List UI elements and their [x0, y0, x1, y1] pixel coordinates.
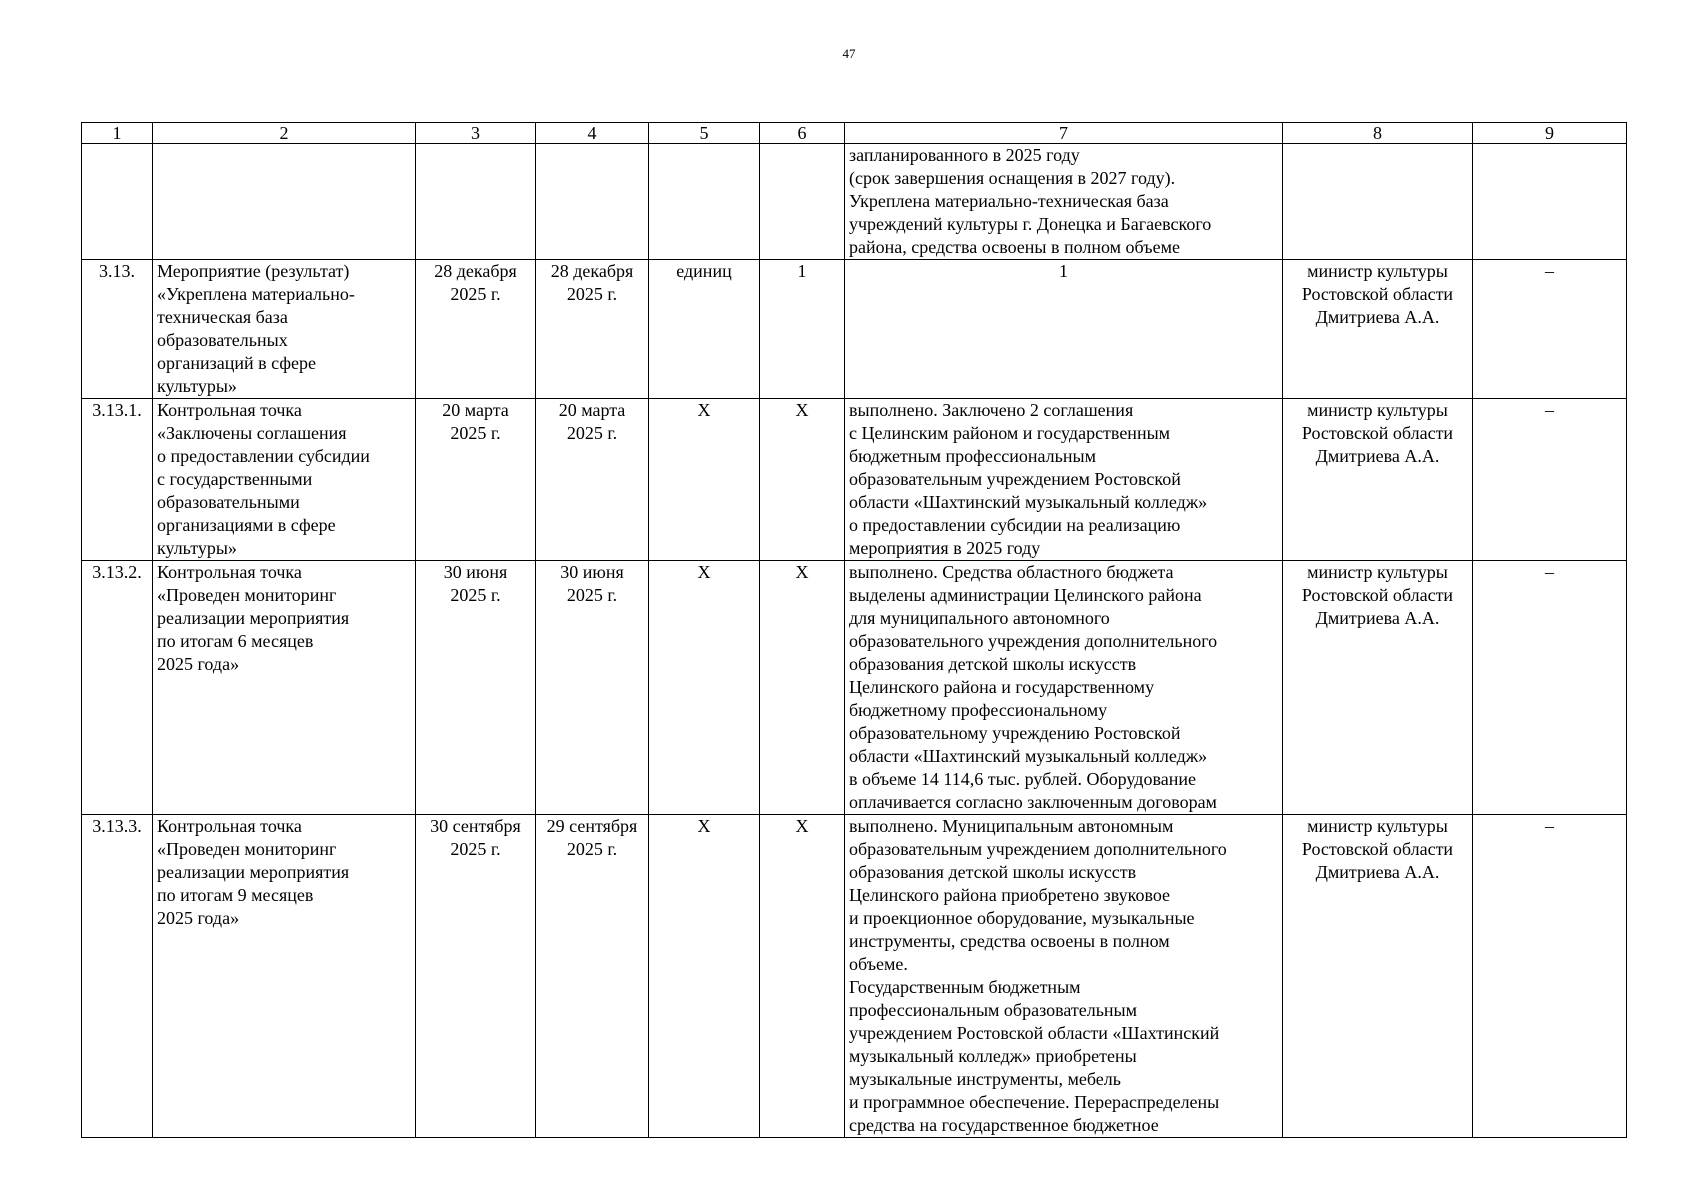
- row-actual-date: 30 июня 2025 г.: [536, 561, 649, 815]
- header-cell: 7: [845, 123, 1283, 144]
- row-actual-date: 29 сентября 2025 г.: [536, 815, 649, 1138]
- row-number: 3.13.2.: [82, 561, 153, 815]
- row-responsible: министр культуры Ростовской области Дмитриева А.А.: [1283, 561, 1473, 815]
- row-actual-date: 28 декабря 2025 г.: [536, 260, 649, 399]
- row-number: 3.13.1.: [82, 399, 153, 561]
- table-row: [82, 815, 1627, 1138]
- row-status: выполнено. Заключено 2 соглашения с Целинским районом и государственным бюджетным профессиональным образовательным учреждением Ростовской области «Шахтинский музыкальный колледж» о предоставлении субсидии на реализацию мероприятия в 2025 году: [845, 399, 1283, 561]
- row-unit: Х: [649, 399, 760, 561]
- row-unit: [649, 144, 760, 260]
- row-value: Х: [760, 561, 845, 815]
- row-responsible: министр культуры Ростовской области Дмитриева А.А.: [1283, 399, 1473, 561]
- row-note: –: [1473, 399, 1627, 561]
- report-table: [81, 122, 1627, 1138]
- row-status: запланированного в 2025 году (срок завершения оснащения в 2027 году). Укреплена материально-техническая база учреждений культуры г. Донецка и Багаевского района, средства освоены в полном объеме: [845, 144, 1283, 260]
- row-planned-date: 30 сентября 2025 г.: [416, 815, 536, 1138]
- table-row: [82, 561, 1627, 815]
- header-cell: 2: [153, 123, 416, 144]
- row-note: –: [1473, 561, 1627, 815]
- row-responsible: [1283, 144, 1473, 260]
- header-cell: 5: [649, 123, 760, 144]
- header-cell: 6: [760, 123, 845, 144]
- row-value: Х: [760, 399, 845, 561]
- row-note: [1473, 144, 1627, 260]
- row-name: [153, 144, 416, 260]
- table-row: [82, 144, 1627, 260]
- row-planned-date: 28 декабря 2025 г.: [416, 260, 536, 399]
- row-name: Контрольная точка «Заключены соглашения о предоставлении субсидии с государственными образовательными организациями в сфере культуры»: [153, 399, 416, 561]
- row-planned-date: [416, 144, 536, 260]
- row-responsible: министр культуры Ростовской области Дмитриева А.А.: [1283, 260, 1473, 399]
- header-cell: 9: [1473, 123, 1627, 144]
- row-responsible: министр культуры Ростовской области Дмитриева А.А.: [1283, 815, 1473, 1138]
- row-status: выполнено. Муниципальным автономным образовательным учреждением дополнительного образования детской школы искусств Целинского района приобретено звуковое и проекционное оборудование, музыкальные инструменты, средства освоены в полном объеме. Государственным бюджетным профессиональным образовательным учреждением Ростовской области «Шахтинский музыкальный колледж» приобретены музыкальные инструменты, мебель и программное обеспечение. Перераспределены средства на государственное бюджетное: [845, 815, 1283, 1138]
- row-status: выполнено. Средства областного бюджета выделены администрации Целинского района для муниципального автономного образовательного учреждения дополнительного образования детской школы искусств Целинского района и государственному бюджетному профессиональному образовательному учреждению Ростовской области «Шахтинский музыкальный колледж» в объеме 14 114,6 тыс. рублей. Оборудование оплачивается согласно заключенным договорам: [845, 561, 1283, 815]
- row-unit: единиц: [649, 260, 760, 399]
- row-name: Контрольная точка «Проведен мониторинг реализации мероприятия по итогам 6 месяцев 2025 года»: [153, 561, 416, 815]
- row-planned-date: 30 июня 2025 г.: [416, 561, 536, 815]
- table-row: [82, 399, 1627, 561]
- row-value: 1: [760, 260, 845, 399]
- row-note: –: [1473, 260, 1627, 399]
- row-unit: Х: [649, 815, 760, 1138]
- header-cell: 4: [536, 123, 649, 144]
- row-planned-date: 20 марта 2025 г.: [416, 399, 536, 561]
- header-cell: 3: [416, 123, 536, 144]
- row-unit: Х: [649, 561, 760, 815]
- header-cell: 8: [1283, 123, 1473, 144]
- row-number: 3.13.: [82, 260, 153, 399]
- row-actual-date: 20 марта 2025 г.: [536, 399, 649, 561]
- row-number: [82, 144, 153, 260]
- table-row: [82, 260, 1627, 399]
- page-number: 47: [842, 46, 856, 61]
- header-cell: 1: [82, 123, 153, 144]
- header-row: [82, 123, 1627, 144]
- row-name: Контрольная точка «Проведен мониторинг реализации мероприятия по итогам 9 месяцев 2025 года»: [153, 815, 416, 1138]
- row-status: 1: [845, 260, 1283, 399]
- row-value: [760, 144, 845, 260]
- row-value: Х: [760, 815, 845, 1138]
- row-number: 3.13.3.: [82, 815, 153, 1138]
- row-note: –: [1473, 815, 1627, 1138]
- row-name: Мероприятие (результат) «Укреплена материально- техническая база образовательных организаций в сфере культуры»: [153, 260, 416, 399]
- row-actual-date: [536, 144, 649, 260]
